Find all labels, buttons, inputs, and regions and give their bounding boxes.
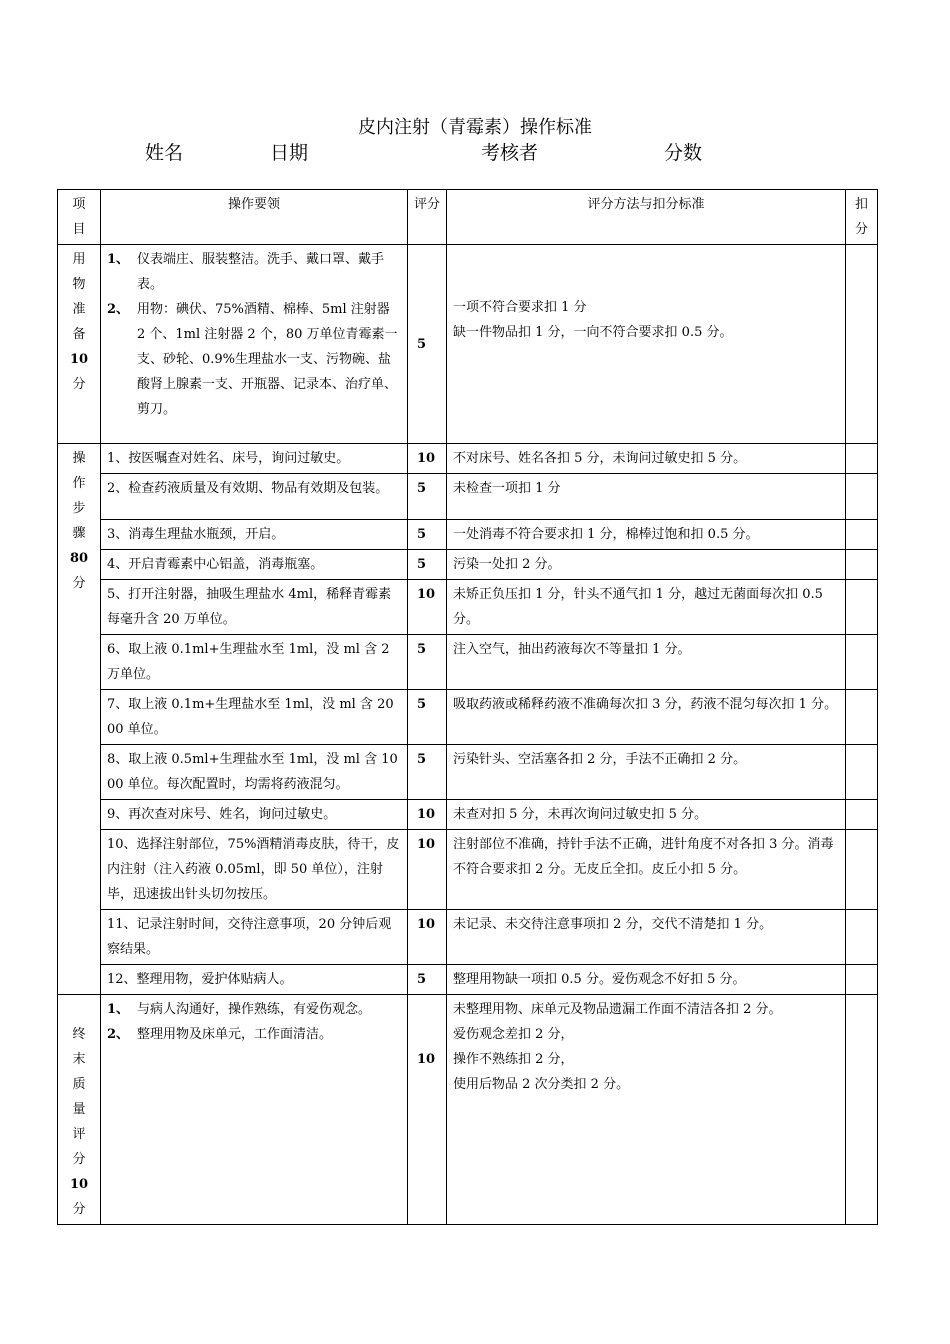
step-method: 吸取药液或稀释药液不准确每次扣 3 分，药液不混匀每次扣 1 分。	[447, 690, 846, 745]
step-score: 10	[408, 800, 447, 830]
name-label: 姓名	[145, 142, 184, 164]
step-deduct[interactable]	[846, 520, 878, 550]
step-text: 7、取上液 0.1m+生理盐水至 1ml，没 ml 含 2000 单位。	[101, 690, 408, 745]
step-score: 10	[408, 444, 447, 474]
step-text: 6、取上液 0.1ml+生理盐水至 1ml，没 ml 含 2 万单位。	[101, 635, 408, 690]
step-score: 10	[408, 910, 447, 965]
step-score: 5	[408, 745, 447, 800]
score-label: 分数	[664, 142, 703, 164]
step-score: 5	[408, 474, 447, 520]
list-item: 2、 用物：碘伏、75%酒精、棉棒、5ml 注射器 2 个、1ml 注射器 2 个，80 万单位青霉素一支、砂轮、0.9%生理盐水一支、污物碗、盐酸肾上腺素一支、开瓶器、记录本、治疗单、剪刀。	[107, 302, 398, 417]
final-row	[58, 995, 878, 1225]
list-item: 1、 仪表端庄、服装整洁。洗手、戴口罩、戴手表。	[107, 252, 385, 292]
header-method: 评分方法与扣分标准	[447, 190, 846, 245]
step-method: 不对床号、姓名各扣 5 分，未询问过敏史扣 5 分。	[447, 444, 846, 474]
step-deduct[interactable]	[846, 965, 878, 995]
list-item: 2、 整理用物及床单元，工作面清洁。	[107, 1027, 333, 1042]
prep-method: 一项不符合要求扣 1 分 缺一件物品扣 1 分，一向不符合要求扣 0.5 分。	[447, 245, 846, 444]
step-text: 10、选择注射部位，75%酒精消毒皮肤，待干，皮内注射（注入药液 0.05ml，即 50 单位），注射毕，迅速拔出针头切勿按压。	[101, 830, 408, 910]
step-score: 5	[408, 690, 447, 745]
step-text: 9、再次查对床号、姓名，询问过敏史。	[101, 800, 408, 830]
step-deduct[interactable]	[846, 444, 878, 474]
step-method: 整理用物缺一项扣 0.5 分。爱伤观念不好扣 5 分。	[447, 965, 846, 995]
prep-essentials	[101, 245, 408, 444]
prep-row	[58, 245, 878, 444]
final-method: 未整理用物、床单元及物品遗漏工作面不清洁各扣 2 分。 爱伤观念差扣 2 分， 操作不熟练扣 2 分， 使用后物品 2 次分类扣 2 分。	[447, 995, 846, 1225]
step-row	[58, 830, 878, 910]
final-score: 10	[408, 995, 447, 1225]
header-essentials: 操作要领	[101, 190, 408, 245]
section-label-steps: 操 作 步 骤 80 分	[58, 444, 101, 995]
step-method: 未矫正负压扣 1 分，针头不通气扣 1 分，越过无菌面每次扣 0.5 分。	[447, 580, 846, 635]
header-item: 项目	[58, 190, 101, 245]
step-text: 12、整理用物，爱护体贴病人。	[101, 965, 408, 995]
step-deduct[interactable]	[846, 745, 878, 800]
step-deduct[interactable]	[846, 580, 878, 635]
step-deduct[interactable]	[846, 830, 878, 910]
step-text: 3、消毒生理盐水瓶颈，开启。	[101, 520, 408, 550]
table-header-row	[58, 190, 878, 245]
step-deduct[interactable]	[846, 550, 878, 580]
step-method: 未查对扣 5 分，未再次询问过敏史扣 5 分。	[447, 800, 846, 830]
step-row	[58, 474, 878, 520]
scoring-table	[57, 189, 878, 1225]
header-deduct: 扣分	[846, 190, 878, 245]
section-label-final: 终 末 质 量 评 分 10 分	[58, 995, 101, 1225]
step-method: 注射部位不准确，持针手法不正确，进针角度不对各扣 3 分。消毒不符合要求扣 2 分。无皮丘全扣。皮丘小扣 5 分。	[447, 830, 846, 910]
step-deduct[interactable]	[846, 910, 878, 965]
step-score: 5	[408, 635, 447, 690]
step-text: 5、打开注射器，抽吸生理盐水 4ml，稀释青霉素每毫升含 20 万单位。	[101, 580, 408, 635]
step-text: 1、按医嘱查对姓名、床号，询问过敏史。	[101, 444, 408, 474]
step-row	[58, 580, 878, 635]
header-points: 评分	[408, 190, 447, 245]
step-score: 5	[408, 520, 447, 550]
final-deduct[interactable]	[846, 995, 878, 1225]
step-row	[58, 800, 878, 830]
step-text: 8、取上液 0.5ml+生理盐水至 1ml，没 ml 含 1000 单位。每次配置时，均需将药液混匀。	[101, 745, 408, 800]
step-deduct[interactable]	[846, 474, 878, 520]
step-deduct[interactable]	[846, 690, 878, 745]
step-row	[58, 550, 878, 580]
step-method: 注入空气，抽出药液每次不等量扣 1 分。	[447, 635, 846, 690]
step-text: 2、检查药液质量及有效期、物品有效期及包装。	[101, 474, 408, 520]
section-label-prep: 用 物 准 备 10 分	[58, 245, 101, 444]
step-method: 未检查一项扣 1 分	[447, 474, 846, 520]
step-row	[58, 690, 878, 745]
step-text: 11、记录注射时间，交待注意事项，20 分钟后观察结果。	[101, 910, 408, 965]
step-row	[58, 444, 878, 474]
step-score: 5	[408, 965, 447, 995]
step-score: 10	[408, 830, 447, 910]
step-text: 4、开启青霉素中心铝盖，消毒瓶塞。	[101, 550, 408, 580]
prep-score: 5	[408, 245, 447, 444]
step-deduct[interactable]	[846, 800, 878, 830]
date-label: 日期	[270, 142, 309, 164]
step-method: 一处消毒不符合要求扣 1 分，棉棒过饱和扣 0.5 分。	[447, 520, 846, 550]
page-title: 皮内注射（青霉素）操作标准	[358, 117, 592, 138]
step-deduct[interactable]	[846, 635, 878, 690]
list-item: 1、 与病人沟通好，操作熟练，有爱伤观念。	[107, 1002, 372, 1017]
step-method: 污染针头、空活塞各扣 2 分，手法不正确扣 2 分。	[447, 745, 846, 800]
prep-deduct[interactable]	[846, 245, 878, 444]
step-row	[58, 635, 878, 690]
step-row	[58, 910, 878, 965]
examiner-label: 考核者	[481, 142, 539, 164]
step-score: 5	[408, 550, 447, 580]
step-score: 10	[408, 580, 447, 635]
step-method: 污染一处扣 2 分。	[447, 550, 846, 580]
step-row	[58, 745, 878, 800]
step-row	[58, 965, 878, 995]
step-method: 未记录、未交待注意事项扣 2 分，交代不清楚扣 1 分。	[447, 910, 846, 965]
step-row	[58, 520, 878, 550]
final-essentials	[101, 995, 408, 1225]
